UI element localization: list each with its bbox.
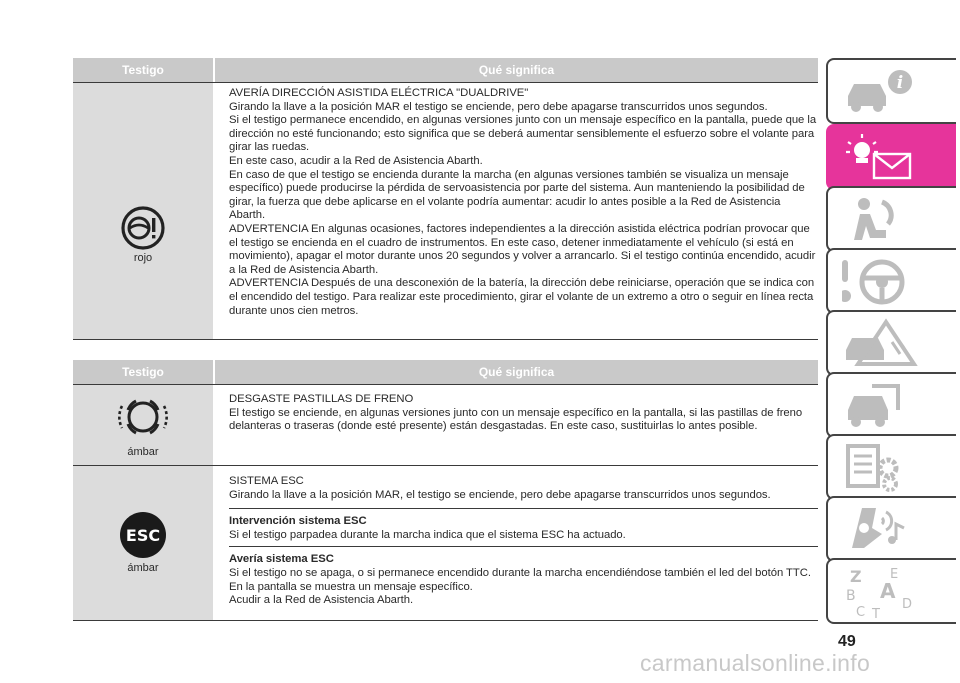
tab-maintenance[interactable] [826, 372, 956, 438]
description-paragraph: Si el testigo permanece encendido, en algunas versiones junto con un mensaje específico en la pantalla, puede que la dirección no esté funcionando; esto significa que se deberá aumentar sensiblemente el esfuerzo sobre el volante para girar las ruedas. [229, 114, 817, 154]
car-maintenance-icon [842, 380, 922, 434]
table-row [73, 83, 818, 339]
svg-text:B: B [846, 588, 856, 604]
icon-color-label: ámbar [127, 446, 159, 458]
description-paragraph: En este caso, acudir a la Red de Asistencia Abarth. [229, 154, 483, 167]
icon-color-label: rojo [133, 252, 153, 264]
divider [73, 620, 818, 621]
tab-car-info[interactable] [826, 58, 956, 124]
tab-starting-driving[interactable] [826, 248, 956, 314]
brake-pad-wear-icon [116, 390, 170, 444]
car-emergency-icon [842, 318, 922, 372]
svg-text:Z: Z [850, 567, 862, 586]
svg-text:E: E [890, 567, 899, 582]
table-brakes-esc [73, 360, 818, 621]
description-paragraph: Girando la llave a la posición MAR el testigo se enciende, pero debe apagarse transcurridos unos segundos. [229, 100, 768, 113]
tab-index[interactable] [826, 558, 956, 624]
header-testigo: Testigo [73, 58, 213, 82]
page-number: 49 [838, 633, 856, 650]
description-title: SISTEMA ESC [229, 475, 304, 487]
car-info-icon [842, 66, 922, 116]
esc-icon [118, 510, 168, 560]
icon-cell [73, 83, 213, 339]
icon-cell [73, 385, 213, 465]
watermark: carmanualsonline.info [640, 650, 871, 676]
description-paragraph: Acudir a la Red de Asistencia Abarth. [229, 594, 414, 607]
header-testigo: Testigo [73, 360, 213, 384]
svg-text:D: D [902, 597, 913, 612]
description-title: AVERÍA DIRECCIÓN ASISTIDA ELÉCTRICA "DUALDRIVE" [229, 87, 529, 99]
svg-text:A: A [880, 579, 896, 603]
multimedia-icon [842, 504, 922, 558]
description-cell [213, 466, 818, 620]
tab-safety[interactable] [826, 186, 956, 252]
table-header [73, 58, 818, 83]
steering-warning-icon [121, 206, 165, 250]
subsection-title: Intervención sistema ESC [229, 515, 367, 528]
safety-airbag-icon [842, 194, 922, 248]
divider [229, 546, 818, 547]
table-steering [73, 58, 818, 340]
subsection-title: Avería sistema ESC [229, 553, 334, 566]
icon-color-label: ámbar [127, 562, 159, 574]
icon-cell [73, 466, 213, 620]
svg-text:T: T [872, 607, 880, 620]
divider [229, 508, 818, 509]
divider [73, 339, 818, 340]
table-row [73, 466, 818, 620]
header-significa: Qué significa [215, 58, 818, 82]
table-row [73, 385, 818, 465]
description-cell [213, 385, 818, 465]
header-significa: Qué significa [215, 360, 818, 384]
technical-data-icon [842, 442, 922, 496]
svg-text:C: C [856, 605, 866, 620]
description-paragraph: Girando la llave a la posición MAR, el testigo se enciende, pero debe apagarse transcurridos unos segundos. [229, 488, 771, 501]
tab-multimedia[interactable] [826, 496, 956, 562]
steering-wheel-key-icon [842, 256, 922, 310]
index-icon [842, 566, 932, 620]
svg-text:i: i [896, 73, 904, 93]
description-cell [213, 83, 818, 339]
description-paragraph: ADVERTENCIA Después de una desconexión de la batería, la dirección debe reiniciarse, operación que se indica con el encendido del testigo. Para realizar este procedimiento, girar el volante de un extremo a otro o seguir en línea recta durante unos cien metros. [229, 277, 815, 317]
description-paragraph: ADVERTENCIA En algunas ocasiones, factores independientes a la dirección asistida eléctrica podrían provocar que el testigo se encienda en el cuadro de instrumentos. En este caso, detener inmediatamente el vehículo (si está en movimiento), apagar el motor durante unos 20 segundos y volver a arrancarlo. Si el testigo continúa encendido, acudir a la Red de Asistencia Abarth. [229, 222, 816, 276]
description-paragraph: Si el testigo no se apaga, o si permanece encendido durante la marcha encendiéndose también el led del botón TTC. En la pantalla se muestra un mensaje específico. [229, 566, 811, 593]
tab-emergency[interactable] [826, 310, 956, 376]
description-paragraph: En caso de que el testigo se encienda durante la marcha (en algunas versiones también se visualiza un mensaje específico) puede producirse la pérdida de servoasistencia por parte del sistema. Aun manteniendo la posibilidad de girar, la fuerza que debe aplicarse en el volante podría aumentar: acudir lo antes posible a la Red de Asistencia Abarth. [229, 168, 805, 222]
description-paragraph: El testigo se enciende, en algunas versiones junto con un mensaje específico en la pantalla, si las pastillas de freno delanteras o traseras (donde esté presente) están desgastadas. En este caso, sustituirlas lo antes posible. [229, 406, 803, 433]
warning-light-message-icon [842, 132, 932, 186]
svg-text:ESC: ESC [125, 526, 161, 545]
description-title: DESGASTE PASTILLAS DE FRENO [229, 393, 414, 405]
tab-warning-lights[interactable] [826, 124, 956, 190]
description-paragraph: Si el testigo parpadea durante la marcha indica que el sistema ESC ha actuado. [229, 528, 626, 541]
tab-technical-data[interactable] [826, 434, 956, 500]
table-header [73, 360, 818, 385]
